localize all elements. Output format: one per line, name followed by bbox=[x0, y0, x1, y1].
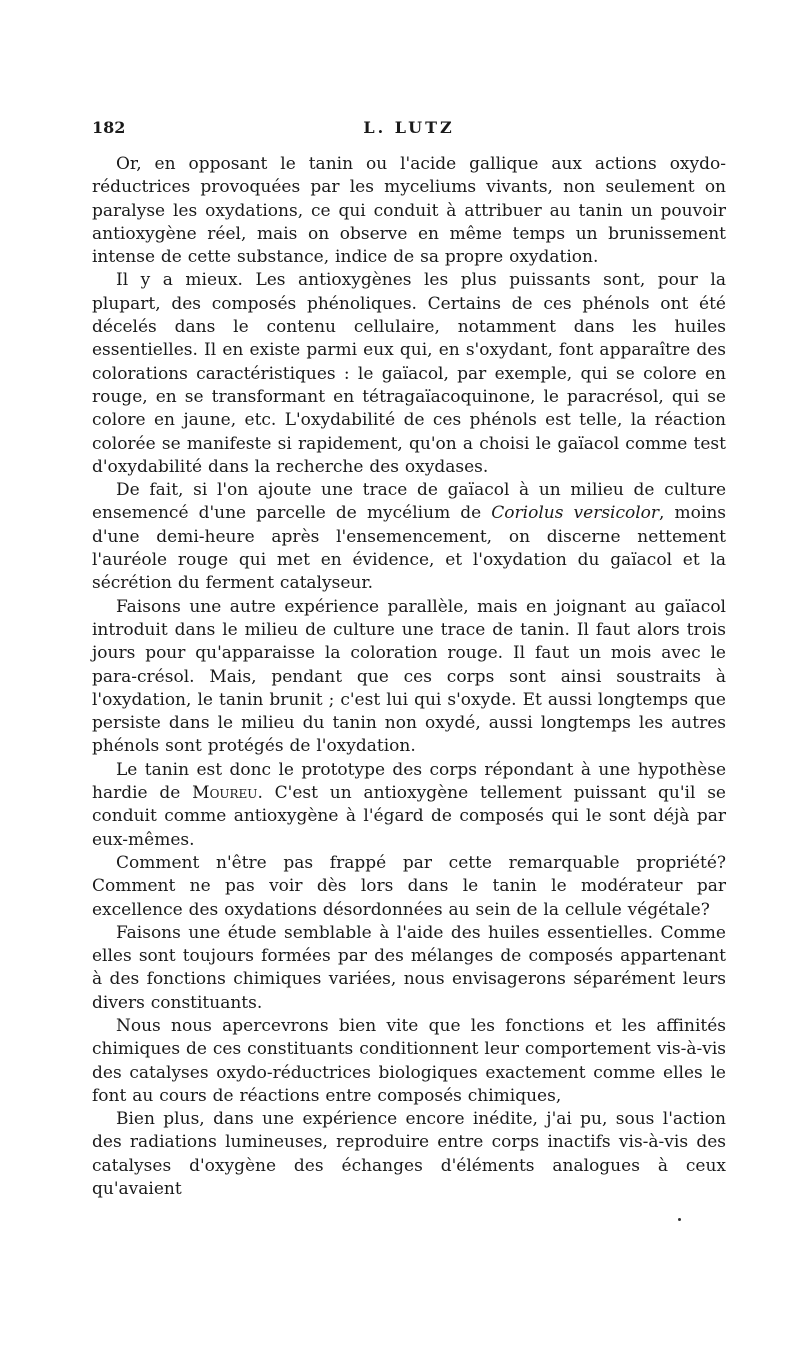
paragraph-5-text-b: . C'est un antioxygène tellement puissant qu'il se conduit comme antioxygène à l'égard de composés qui le sont déjà par eux-mêmes. bbox=[92, 783, 726, 850]
print-speck bbox=[678, 1218, 681, 1221]
page-number: 182 bbox=[92, 118, 126, 137]
paragraph-4: Faisons une autre expérience parallèle, mais en joignant au gaïacol introduit dans le milieu de culture une trace de tanin. Il faut alors trois jours pour qu'apparaisse la coloration rouge. Il faut un mois avec le para-crésol. Mais, pendant que ces corps sont ainsi soustraits à l'oxydation, le tanin brunit ; c'est lui qui s'oxyde. Et aussi longtemps que persiste dans le milieu du tanin non oxydé, aussi longtemps les autres phénols sont protégés de l'oxydation. bbox=[92, 596, 726, 757]
paragraph-6: Comment n'être pas frappé par cette remarquable propriété? Comment ne pas voir dès lors dans le tanin le modérateur par excellence des oxydations désordonnées au sein de la cellule végétale? bbox=[92, 852, 726, 920]
running-head-author: L. LUTZ bbox=[363, 118, 455, 137]
paragraph-3-text-b: , moins d'une demi-heure après l'ensemencement, on discerne nettement l'auréole rouge qui met en évidence, et l'oxydation du gaïacol et la sécrétion du ferment catalyseur. bbox=[92, 503, 726, 594]
paragraph-3 bbox=[92, 479, 726, 595]
paragraph-5 bbox=[92, 759, 726, 852]
paragraph-2: Il y a mieux. Les antioxygènes les plus puissants sont, pour la plupart, des composés phénoliques. Certains de ces phénols ont été décelés dans le contenu cellulaire, notamment dans les huiles essentielles. Il en existe parmi eux qui, en s'oxydant, font apparaître des colorations caractéristiques : le gaïacol, par exemple, qui se colore en rouge, en se transformant en tétragaïacoquinone, le paracrésol, qui se colore en jaune, etc. L'oxydabilité de ces phénols est telle, la réaction colorée se manifeste si rapidement, qu'on a choisi le gaïacol comme test d'oxydabilité dans la recherche des oxydases. bbox=[92, 270, 726, 477]
paragraph-7: Faisons une étude semblable à l'aide des huiles essentielles. Comme elles sont toujours formées par des mélanges de composés appartenant à des fonctions chimiques variées, nous envisagerons séparément leurs divers constituants. bbox=[92, 922, 726, 1013]
paragraph-3-text-a: De fait, si l'on ajoute une trace de gaïacol à un milieu de culture ensemencé d'une parcelle de mycélium de bbox=[92, 480, 726, 524]
paragraph-8: Nous nous apercevrons bien vite que les fonctions et les affinités chimiques de ces constituants conditionnent leur comportement vis-à-vis des catalyses oxydo-réductrices biologiques exactement comme elles le font au cours de réactions entre composés chimiques, bbox=[92, 1015, 726, 1106]
body-text bbox=[92, 153, 726, 1201]
running-head bbox=[92, 118, 726, 142]
paragraph-1: Or, en opposant le tanin ou l'acide gallique aux actions oxydo-réductrices provoquées par les myceliums vivants, non seulement on paralyse les oxydations, ce qui conduit à attribuer au tanin un pouvoir antioxygène réel, mais on observe en même temps un brunissement intense de cette substance, indice de sa propre oxydation. bbox=[92, 154, 726, 268]
cited-author: Moureu bbox=[192, 783, 258, 804]
paragraph-5-text-a: Le tanin est donc le prototype des corps répondant à une hypothèse hardie de bbox=[92, 759, 726, 804]
paragraph-9: Bien plus, dans une expérience encore inédite, j'ai pu, sous l'action des radiations lumineuses, reproduire entre corps inactifs vis-à-vis des catalyses d'oxygène des échanges d'éléments analogues à ceux qu'avaient bbox=[92, 1109, 726, 1200]
species-name: Coriolus versicolor bbox=[491, 503, 660, 524]
